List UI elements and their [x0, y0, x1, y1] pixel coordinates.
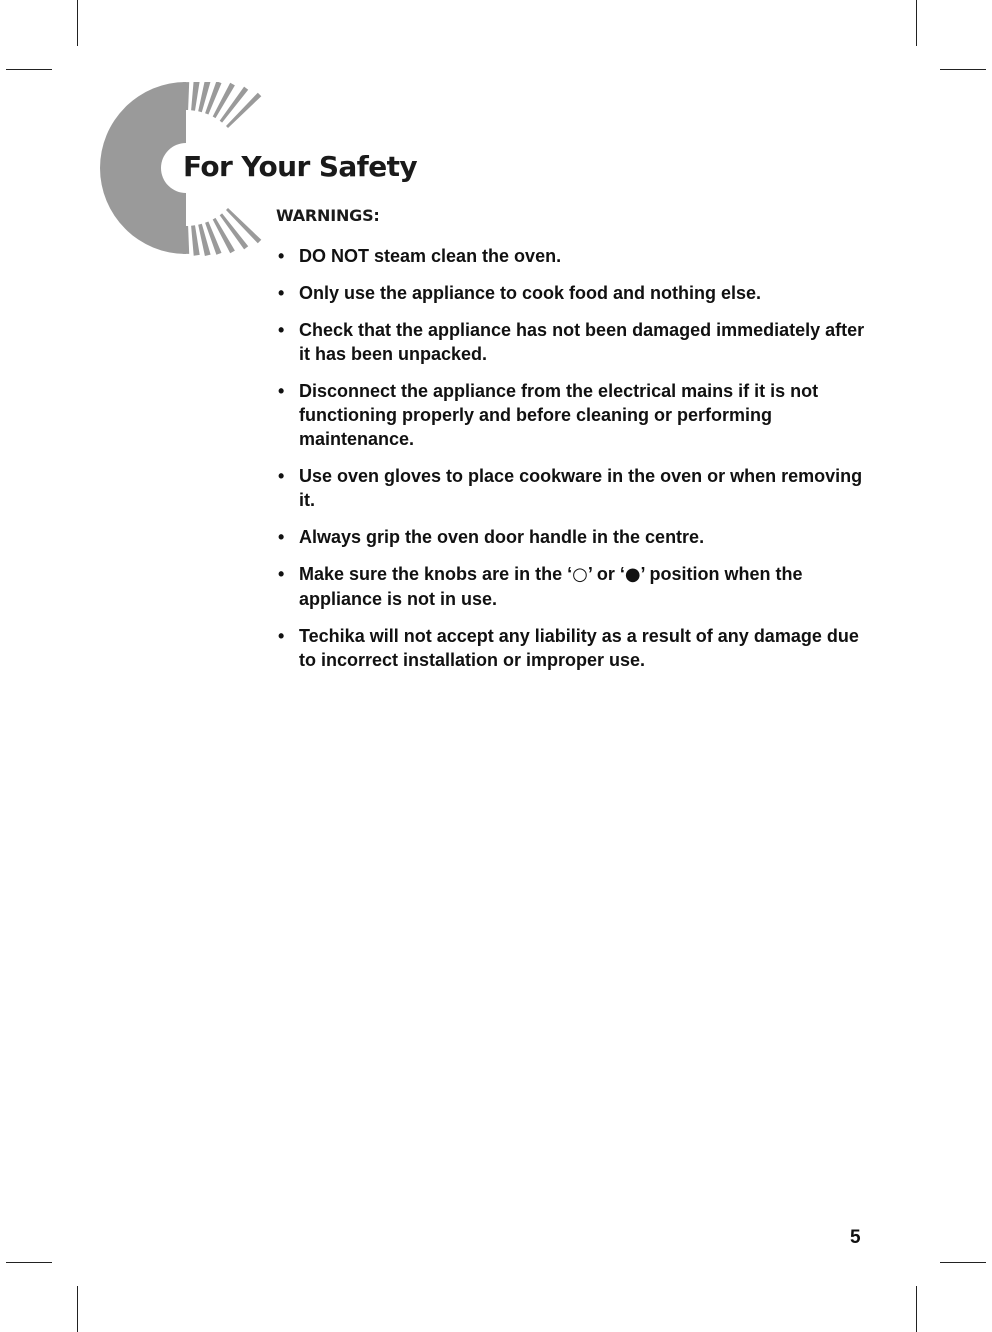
- logo-ray: [191, 225, 200, 255]
- warning-item-knob-position: [276, 562, 876, 611]
- warning-text: Disconnect the appliance from the electrical mains if it is not functioning properly and before cleaning or performing maintenance.: [299, 381, 819, 449]
- logo-ray: [191, 82, 200, 111]
- crop-mark-top-right: [916, 0, 917, 46]
- crop-mark-bottom-left: [77, 1286, 78, 1332]
- warning-text-start: Make sure the knobs are in the ‘: [299, 564, 573, 584]
- warning-text: DO NOT steam clean the oven.: [299, 246, 562, 266]
- bullet-dot-icon: •: [278, 527, 285, 547]
- bullet-dot-icon: •: [278, 320, 285, 340]
- section-title: For Your Safety: [183, 150, 418, 183]
- warning-text: Always grip the oven door handle in the centre.: [299, 527, 705, 547]
- logo-ray: [183, 82, 189, 110]
- warning-text: Techika will not accept any liability as a result of any damage due to incorrect installation or improper use.: [299, 626, 859, 670]
- crop-mark-top-right-h: [940, 69, 986, 70]
- bullet-dot-icon: •: [278, 283, 285, 303]
- bullet-dot-icon: •: [278, 626, 285, 646]
- warnings-heading: WARNINGS:: [276, 206, 380, 225]
- page-number: 5: [850, 1227, 861, 1248]
- warning-text: Use oven gloves to place cookware in the oven or when removing it.: [299, 466, 863, 510]
- crop-mark-bottom-left-h: [6, 1262, 52, 1263]
- warning-item: [276, 318, 876, 366]
- crop-mark-top-left: [77, 0, 78, 46]
- knob-filled-circle-icon: ●: [624, 564, 641, 585]
- warning-item: [276, 379, 876, 451]
- warning-item: [276, 244, 876, 268]
- crop-mark-bottom-right: [916, 1286, 917, 1332]
- logo-ray: [220, 87, 249, 123]
- warning-list: [276, 244, 876, 685]
- crop-mark-bottom-right-h: [940, 1262, 986, 1263]
- bullet-dot-icon: •: [278, 564, 285, 584]
- warning-text-middle: ’ or ‘: [587, 564, 625, 584]
- warning-text-end: ’ position when the appliance is not in use.: [299, 564, 803, 609]
- bullet-dot-icon: •: [278, 466, 285, 486]
- crop-mark-top-left-h: [6, 69, 52, 70]
- warning-text: Check that the appliance has not been damaged immediately after it has been unpacked.: [299, 320, 865, 364]
- logo-crescent: [100, 82, 186, 254]
- bullet-dot-icon: •: [278, 246, 285, 266]
- knob-off-circle-icon: ○: [572, 564, 588, 585]
- logo-ray: [220, 213, 249, 249]
- bullet-dot-icon: •: [278, 381, 285, 401]
- logo-ray: [183, 226, 189, 254]
- warning-item: [276, 464, 876, 512]
- warning-text: Only use the appliance to cook food and nothing else.: [299, 283, 762, 303]
- warning-item: [276, 281, 876, 305]
- warning-item: [276, 525, 876, 549]
- warning-item: [276, 624, 876, 672]
